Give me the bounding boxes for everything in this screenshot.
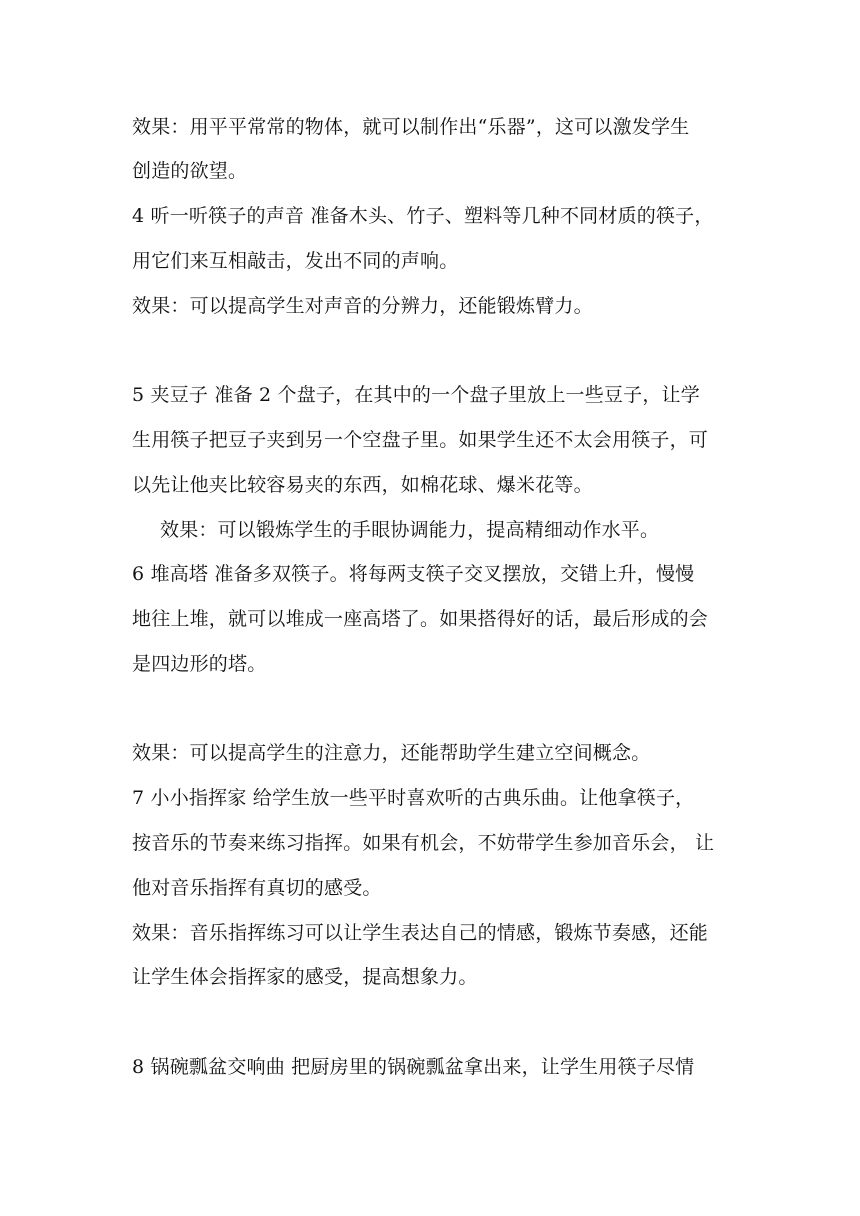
paragraph-line: 效果：用平平常常的物体，就可以制作出“乐器”，这可以激发学生 — [132, 116, 690, 138]
paragraph-line: 6 堆高塔 准备多双筷子。将每两支筷子交叉摆放，交错上升，慢慢 — [132, 563, 695, 585]
paragraph-line: 效果：可以提高学生对声音的分辨力，还能锻炼臂力。 — [132, 295, 593, 317]
paragraph-line: 创造的欲望。 — [132, 160, 248, 182]
paragraph-line: 5 夹豆子 准备 2 个盘子，在其中的一个盘子里放上一些豆子，让学 — [132, 384, 700, 406]
paragraph-line: 以先让他夹比较容易夹的东西，如棉花球、爆米花等。 — [132, 474, 593, 496]
paragraph-line: 7 小小指挥家 给学生放一些平时喜欢听的古典乐曲。让他拿筷子， — [132, 787, 695, 809]
paragraph-line: 效果：可以提高学生的注意力，还能帮助学生建立空间概念。 — [132, 742, 651, 764]
paragraph-line: 用它们来互相敲击，发出不同的声响。 — [132, 250, 459, 272]
paragraph-line: 生用筷子把豆子夹到另一个空盘子里。如果学生还不太会用筷子，可 — [132, 429, 709, 451]
paragraph-line: 让学生体会指挥家的感受，提高想象力。 — [132, 966, 478, 988]
paragraph-line: 效果：可以锻炼学生的手眼协调能力，提高精细动作水平。 — [160, 519, 660, 541]
paragraph-line: 他对音乐指挥有真切的感受。 — [132, 877, 382, 899]
paragraph-line: 4 听一听筷子的声音 准备木头、竹子、塑料等几种不同材质的筷子， — [132, 205, 714, 227]
paragraph-line: 效果：音乐指挥练习可以让学生表达自己的情感，锻炼节奏感，还能 — [132, 922, 709, 944]
paragraph-line: 地往上堆，就可以堆成一座高塔了。如果搭得好的话，最后形成的会 — [132, 608, 709, 630]
paragraph-line: 按音乐的节奏来练习指挥。如果有机会，不妨带学生参加音乐会， 让 — [132, 832, 715, 854]
paragraph-line: 是四边形的塔。 — [132, 653, 267, 675]
paragraph-line: 8 锅碗瓢盆交响曲 把厨房里的锅碗瓢盆拿出来，让学生用筷子尽情 — [132, 1056, 695, 1078]
